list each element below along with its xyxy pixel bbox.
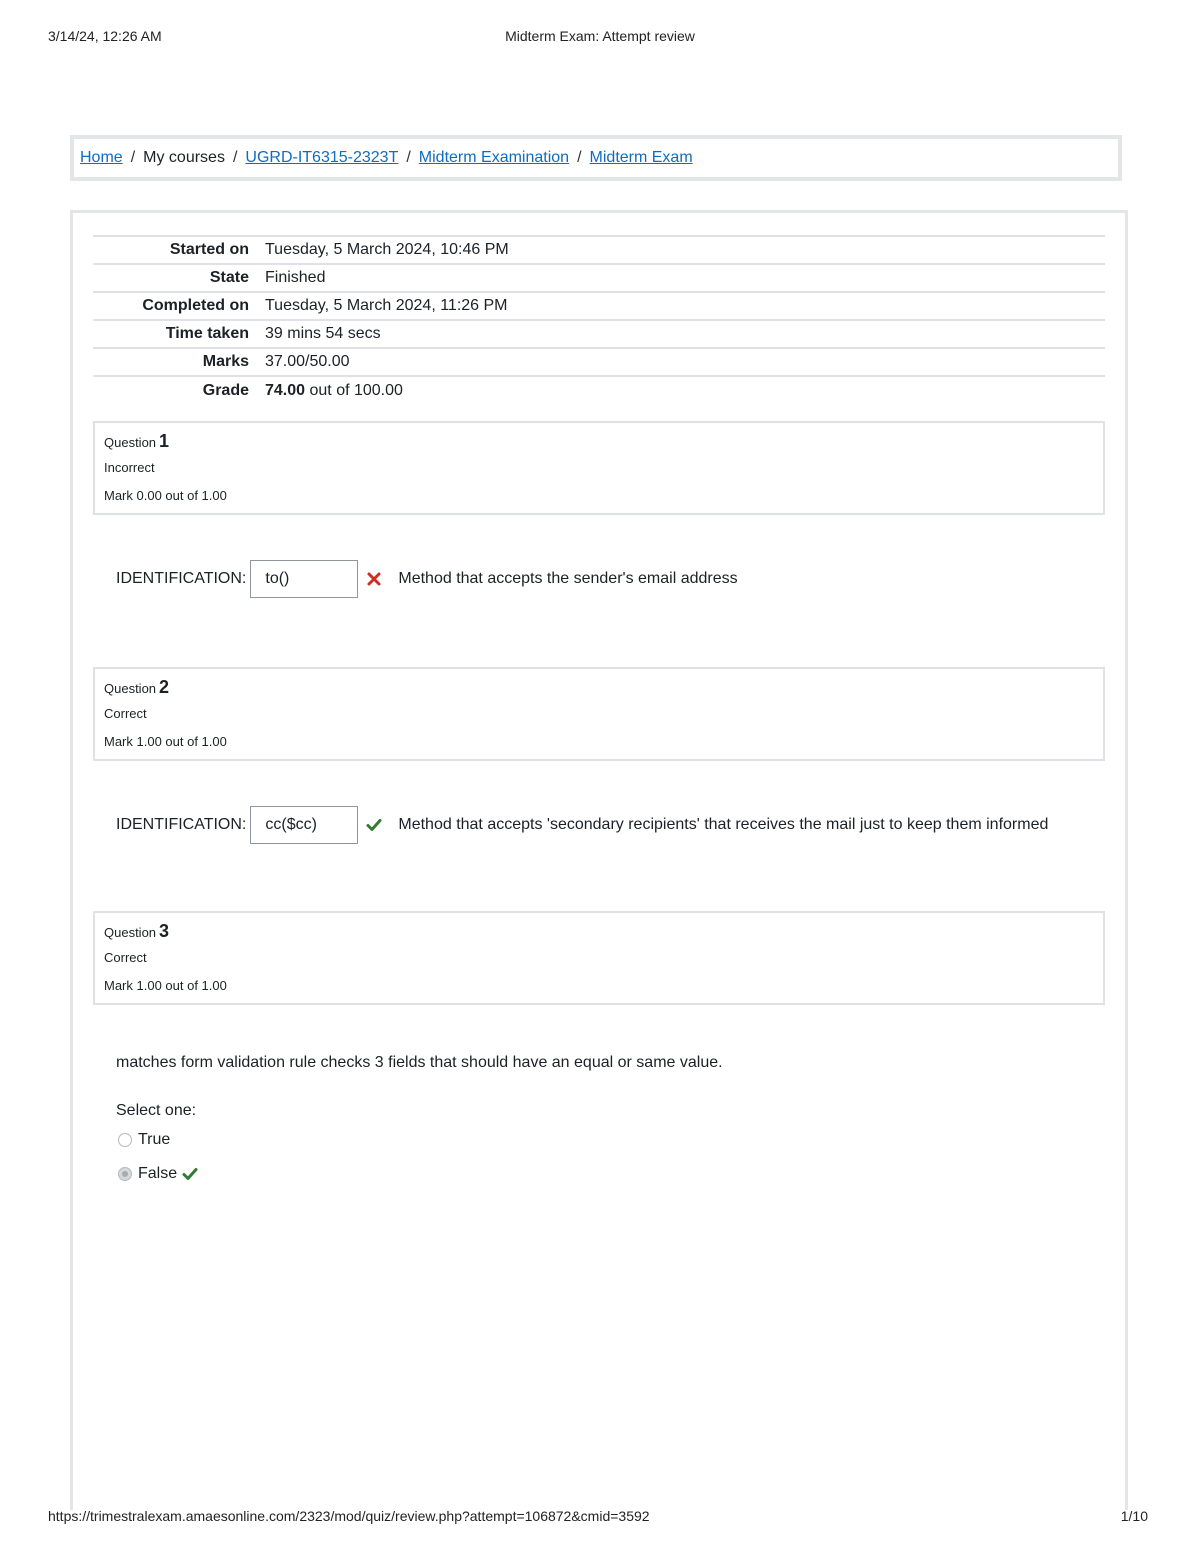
print-header	[0, 28, 1200, 48]
check-icon	[366, 817, 382, 833]
breadcrumb-separator: /	[232, 149, 238, 166]
answer-field[interactable]: to()	[250, 560, 358, 598]
option-true[interactable]	[118, 1131, 170, 1149]
question-text: matches form validation rule checks 3 fields that should have an equal or same value.	[116, 1054, 723, 1071]
summary-value: Tuesday, 5 March 2024, 11:26 PM	[265, 297, 508, 314]
question-state: Incorrect	[104, 460, 155, 475]
question-prefix: IDENTIFICATION:	[116, 816, 247, 833]
breadcrumb-section-link[interactable]: Midterm Examination	[418, 149, 570, 166]
summary-value	[249, 382, 403, 400]
question-1-content	[116, 559, 738, 599]
breadcrumb-separator: /	[577, 149, 582, 166]
question-mark: Mark 1.00 out of 1.00	[104, 734, 227, 749]
question-text: Method that accepts 'secondary recipients' that receives the mail just to keep them informed	[398, 816, 1049, 833]
cross-icon	[366, 571, 382, 587]
print-page-number: 1/10	[1120, 1508, 1148, 1524]
check-icon	[182, 1166, 198, 1182]
question-mark: Mark 0.00 out of 1.00	[104, 488, 227, 503]
question-info-box	[93, 911, 1105, 1005]
question-text: Method that accepts the sender's email address	[398, 570, 738, 587]
summary-row-time-taken	[93, 321, 1105, 349]
breadcrumb-course-link[interactable]: UGRD-IT6315-2323T	[245, 149, 399, 166]
summary-label: Grade	[202, 382, 249, 399]
question-state: Correct	[104, 950, 147, 965]
grade-value: 74.00	[265, 382, 306, 399]
breadcrumb-quiz-link[interactable]: Midterm Exam	[589, 149, 693, 166]
question-number: Question 2	[104, 677, 170, 697]
question-info-box	[93, 667, 1105, 761]
question-number: Question 1	[104, 431, 170, 451]
summary-value: 37.00/50.00	[265, 353, 350, 370]
summary-row-marks	[93, 349, 1105, 377]
summary-label: State	[209, 269, 249, 286]
question-2-content	[116, 805, 1048, 845]
summary-value: Finished	[265, 269, 326, 286]
radio-button-selected[interactable]	[118, 1167, 132, 1181]
question-mark: Mark 1.00 out of 1.00	[104, 978, 227, 993]
breadcrumb-my-courses: My courses	[143, 149, 225, 166]
select-one-label: Select one:	[116, 1102, 197, 1119]
summary-row-completed	[93, 293, 1105, 321]
print-datetime: 3/14/24, 12:26 AM	[48, 28, 162, 44]
main-content-panel	[70, 210, 1128, 1510]
print-url: https://trimestralexam.amaesonline.com/2323/mod/quiz/review.php?attempt=106872&cmid=3592	[48, 1508, 650, 1524]
summary-label: Started on	[169, 241, 249, 258]
summary-row-grade	[93, 377, 1105, 405]
summary-value: 39 mins 54 secs	[265, 325, 381, 342]
option-label: False	[138, 1165, 178, 1182]
summary-value: Tuesday, 5 March 2024, 10:46 PM	[265, 241, 509, 258]
breadcrumb-home-link[interactable]: Home	[80, 149, 123, 166]
summary-row-started	[93, 237, 1105, 265]
breadcrumb	[70, 135, 1122, 181]
radio-button[interactable]	[118, 1133, 132, 1147]
answer-field[interactable]: cc($cc)	[250, 806, 358, 844]
question-state: Correct	[104, 706, 147, 721]
summary-label: Time taken	[165, 325, 249, 342]
question-info-box	[93, 421, 1105, 515]
option-false[interactable]	[118, 1165, 198, 1183]
attempt-summary-table	[93, 235, 1105, 405]
question-number: Question 3	[104, 921, 170, 941]
breadcrumb-separator: /	[406, 149, 411, 166]
grade-suffix: out of 100.00	[309, 382, 403, 399]
print-page-title: Midterm Exam: Attempt review	[505, 28, 695, 44]
summary-label: Marks	[202, 353, 249, 370]
summary-label: Completed on	[142, 297, 249, 314]
summary-row-state	[93, 265, 1105, 293]
question-prefix: IDENTIFICATION:	[116, 570, 247, 587]
breadcrumb-separator: /	[130, 149, 136, 166]
option-label: True	[138, 1131, 171, 1148]
print-footer	[0, 1508, 1200, 1528]
